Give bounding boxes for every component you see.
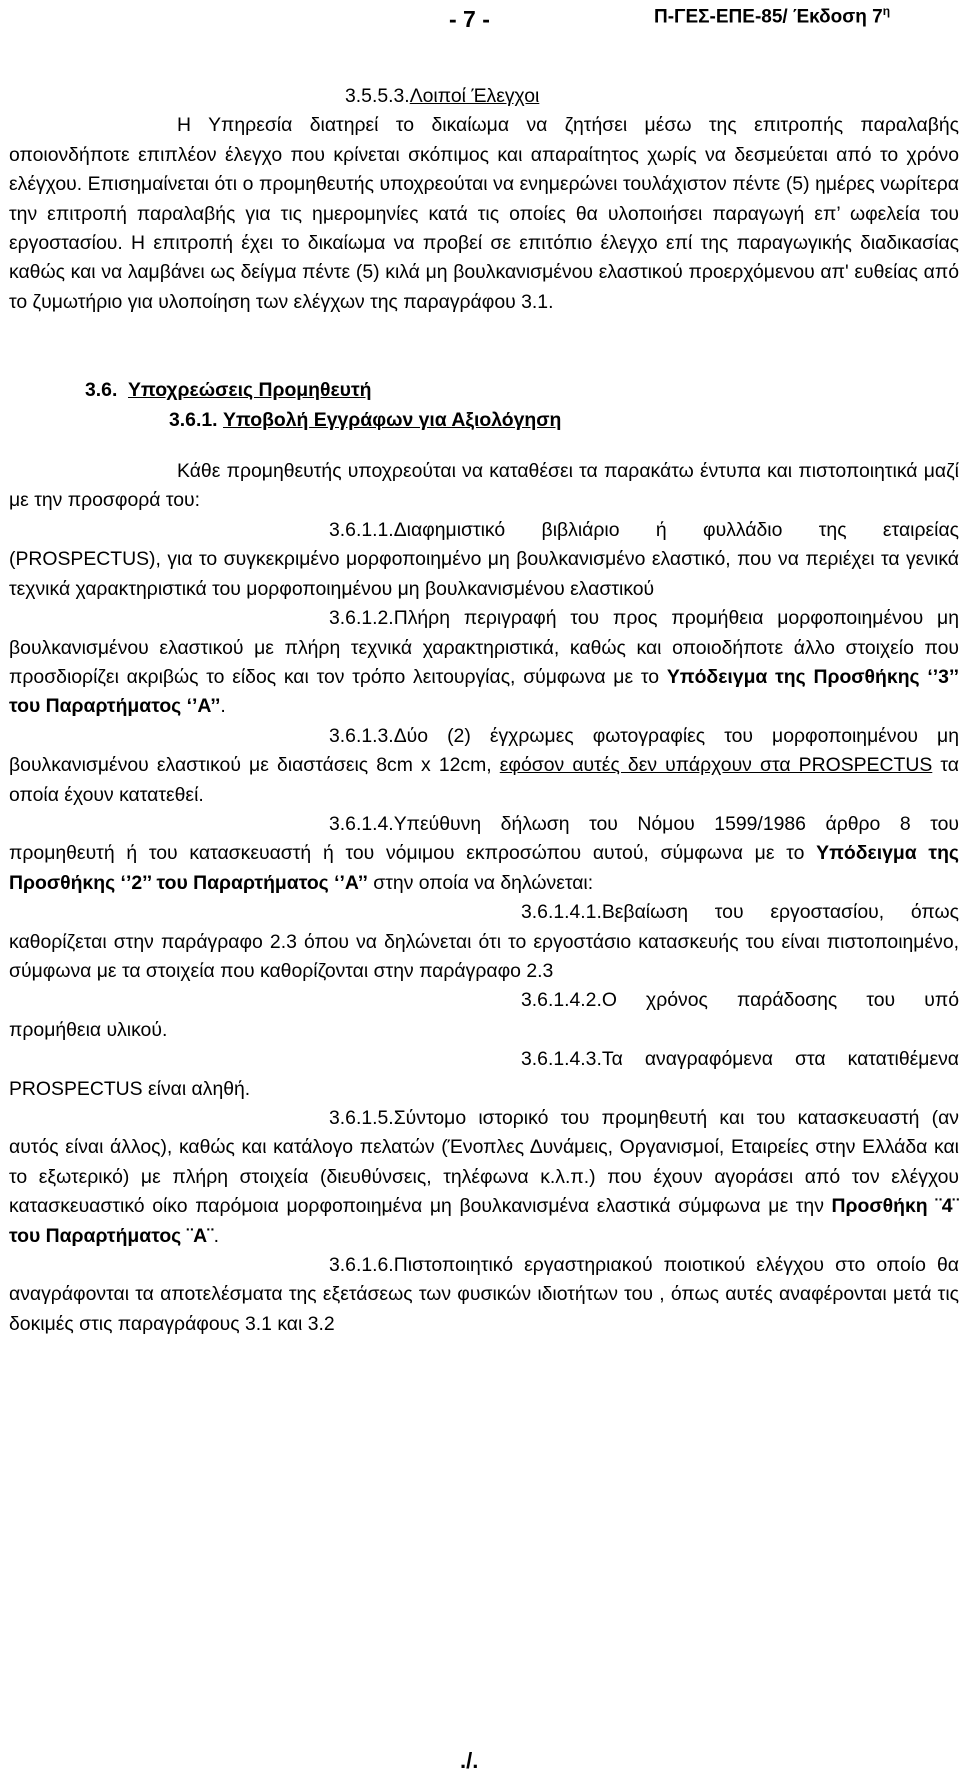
item-underlined-text: εφόσον αυτές δεν υπάρχουν στα PROSPECTUS [499, 754, 933, 777]
item-number: 3.6.1.4. [329, 812, 394, 835]
section-title: Υποβολή Εγγράφων για Αξιολόγηση [223, 408, 562, 431]
item-text: Σύντομο ιστορικό του προμηθευτή και του κατασκευαστή (αν αυτός είναι άλλος), καθώς και κατάλογο πελατών (Ένοπλες Δυνάμεις, Οργανισμοί, Εταιρείες στην Ελλάδα και το εξωτερικό) με πλήρη στοιχεία (διευθύνσεις, τηλέφωνα κ.λ.π.) που έχουν αγοράσει από τον ελέγχου κατασκευαστικό οίκο παρόμοια μορφοποιημένα μη βουλκανισμένα ελαστικά σύμφωνα με την [9, 1107, 959, 1218]
section-title: Λοιποί Έλεγχοι [409, 85, 540, 107]
item-text: Διαφημιστικό βιβλιάριο ή φυλλάδιο της εταιρείας (PROSPECTUS), για το συγκεκριμένο μορφοποιημένο μη βουλκανισμένο ελαστικό, που να περιέχει τα γενικά τεχνικά χαρακτηριστικά του μορφοποιημένου μη βουλκανισμένου ελαστικού [9, 518, 959, 600]
spacer [9, 317, 959, 376]
document-code-text: Π-ΓΕΣ-ΕΠΕ-85/ Έκδοση 7 [654, 6, 883, 28]
item-3-6-1-5 [9, 1104, 959, 1251]
item-text: Πλήρη περιγραφή του προς προμήθεια μορφοποιημένου μη βουλκανισμένου ελαστικού με πλήρη τεχνικά χαρακτηριστικά, καθώς και οποιοδήποτε άλλο στοιχείο που προσδιορίζει ακριβώς το είδος και τον τρόπο λειτουργίας, σύμφωνα με το [9, 607, 959, 688]
item-text: Υπεύθυνη δήλωση του Νόμου 1599/1986 άρθρο 8 του προμηθευτή ή του κατασκευαστή ή του νόμιμου εκπροσώπου αυτού, σύμφωνα με το [9, 812, 959, 865]
document-body [9, 82, 959, 1339]
continuation-mark: ./. [460, 1748, 479, 1773]
item-text-end: . [220, 695, 226, 718]
section-3-5-5-3-heading [9, 82, 959, 111]
item-bold-reference: Προσθήκη ¨4¨ του Παραρτήματος ¨Α¨ [9, 1195, 959, 1247]
item-number: 3.6.1.4.1. [521, 901, 602, 924]
item-number: 3.6.1.1. [329, 518, 394, 541]
section-3-6-1-heading [9, 406, 959, 435]
item-3-6-1-4-3 [9, 1045, 959, 1104]
item-text-end: στην οποία να δηλώνεται: [367, 871, 594, 894]
item-3-6-1-2 [9, 604, 959, 722]
page-header [0, 2, 960, 42]
item-number: 3.6.1.6. [329, 1254, 394, 1277]
item-number: 3.6.1.2. [329, 607, 394, 630]
item-3-6-1-4-1 [9, 898, 959, 986]
item-number: 3.6.1.4.2. [521, 989, 602, 1012]
item-number: 3.6.1.3. [329, 724, 394, 747]
item-3-6-1-4-2 [9, 986, 959, 1045]
item-text: Βεβαίωση του εργοστασίου, όπως καθορίζεται στην παράγραφο 2.3 όπου να δηλώνεται ότι το εργοστάσιο κατασκευής του είναι πιστοποιημένο, σύμφωνα με τα στοιχεία που καθορίζονται στην παράγραφο 2.3 [9, 901, 959, 982]
section-number: 3.5.5.3. [345, 85, 410, 107]
item-3-6-1-3 [9, 722, 959, 810]
section-3-6-heading [9, 376, 959, 405]
section-title: Υποχρεώσεις Προμηθευτή [128, 379, 372, 402]
document-code [654, 4, 890, 28]
page-number: - 7 - [449, 6, 490, 32]
item-text-end: τα οποία έχουν κατατεθεί. [9, 754, 959, 806]
section-3-5-5-3-body: Η Υπηρεσία διατηρεί το δικαίωμα να ζητήσει μέσω της επιτροπής παραλαβής οποιονδήποτε επιπλέον έλεγχο που κρίνεται σκόπιμος και απαραίτητος χωρίς να δεσμεύεται από το χρόνο ελέγχου. Επισημαίνεται ότι ο προμηθευτής υποχρεούται να ενημερώνει τουλάχιστον πέντε (5) ημέρες νωρίτερα την επιτροπή παραλαβής για τις ημερομηνίες κατά τις οποίες θα υλοποιήσει παραγωγή επ’ ωφελεία του εργοστασίου. Η επιτροπή έχει το δικαίωμα να προβεί σε επιτόπιο έλεγχο επί της παραγωγικής διαδικασίας καθώς και να λαμβάνει ως δείγμα πέντε (5) κιλά μη βουλκανισμένου ελαστικού προερχόμενου απ' ευθείας από το ζυμωτήριο για υλοποίηση των ελέγχων της παραγράφου 3.1. [9, 114, 959, 313]
section-3-6-1-intro: Κάθε προμηθευτής υποχρεούται να καταθέσει τα παρακάτω έντυπα και πιστοποιητικά μαζί με την προσφορά του: [9, 460, 959, 512]
section-number: 3.6.1. [169, 408, 218, 431]
item-bold-reference: Υπόδειγμα της Προσθήκης ‘’2’’ του Παραρτήματος ‘’Α’’ [9, 842, 960, 894]
item-3-6-1-4 [9, 810, 959, 898]
item-text: Πιστοποιητικό εργαστηριακού ποιοτικού ελέγχου στο οποίο θα αναγράφονται τα αποτελέσματα της εξετάσεως των φυσικών ιδιοτήτων του , όπως αυτές αναφέρονται μετά τις δοκιμές στις παραγράφους 3.1 και 3.2 [9, 1254, 959, 1335]
item-text: Δύο (2) έγχρωμες φωτογραφίες του μορφοποιημένου μη βουλκανισμένου ελαστικού με διαστάσεις 8cm x 12cm, [9, 724, 959, 777]
item-number: 3.6.1.5. [329, 1107, 394, 1129]
section-number: 3.6. [85, 379, 118, 402]
document-code-superscript: η [882, 4, 891, 18]
item-bold-reference: Υπόδειγμα της Προσθήκης ‘’3’’ του Παραρτήματος ‘’Α’’ [9, 665, 959, 718]
item-text: Ο χρόνος παράδοσης του υπό προμήθεια υλικού. [9, 989, 959, 1041]
item-text-end: . [213, 1224, 219, 1247]
item-number: 3.6.1.4.3. [521, 1048, 602, 1071]
item-3-6-1-6 [9, 1251, 959, 1339]
item-text: Τα αναγραφόμενα στα κατατιθέμενα PROSPECTUS είναι αληθή. [9, 1048, 959, 1100]
spacer [9, 435, 959, 457]
item-3-6-1-1 [9, 516, 959, 604]
